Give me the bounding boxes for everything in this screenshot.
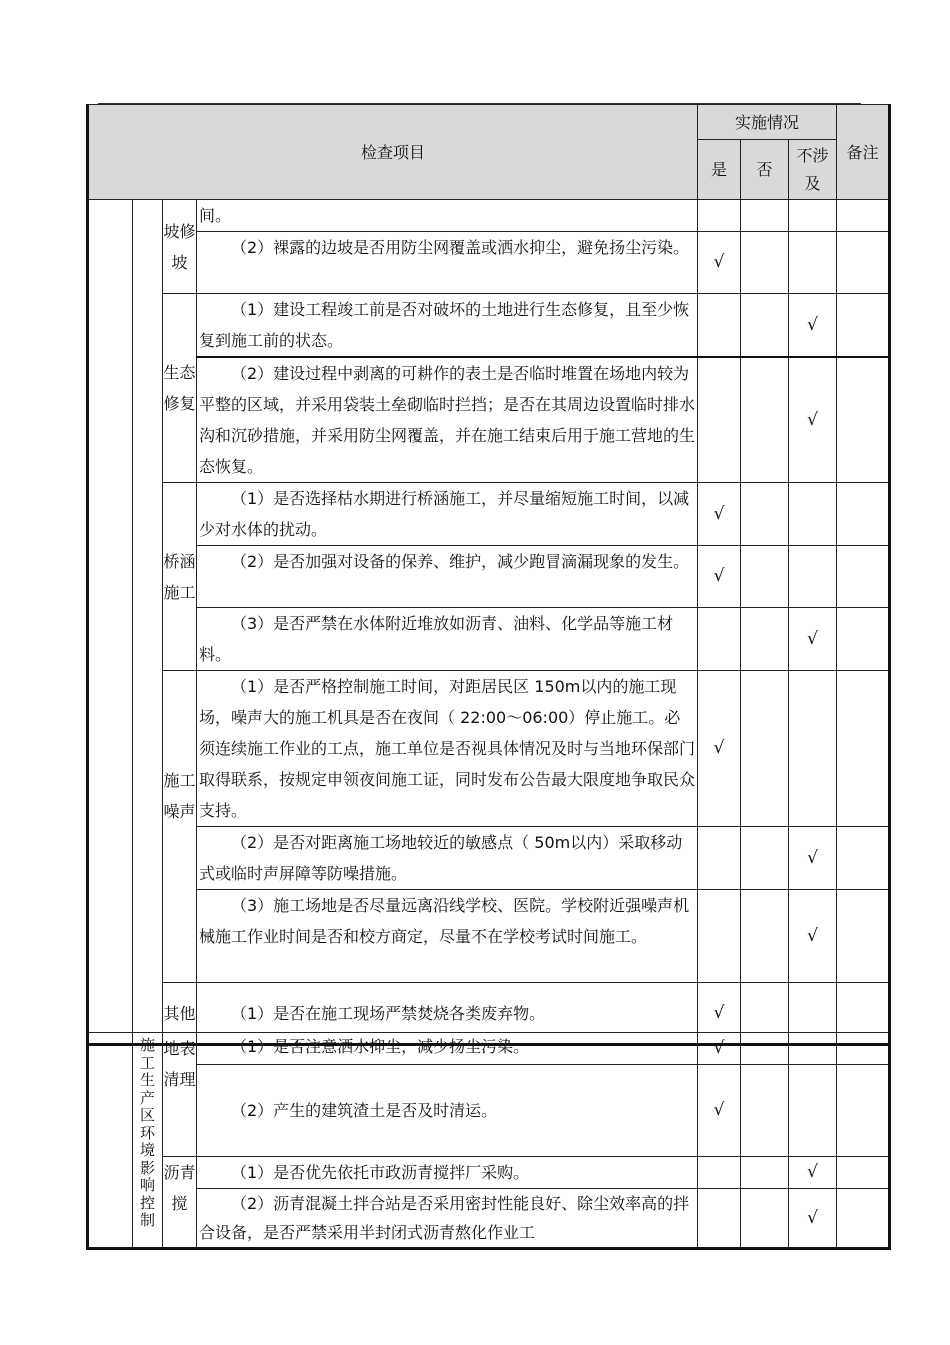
yes-mark: √ (698, 983, 741, 1045)
table-row (88, 232, 890, 294)
yes-mark: √ (698, 483, 741, 546)
inspection-table-continued (86, 1032, 891, 1250)
item-text: （1）是否选择枯水期进行桥涵施工，并尽量缩短施工时间，以减少对水体的扰动。 (197, 483, 698, 546)
yes-mark (698, 1157, 741, 1189)
na-mark: √ (789, 827, 837, 890)
group-other: 其他 (163, 983, 197, 1045)
inspection-item-header: 检查项目 (88, 105, 698, 200)
subcategory-column (133, 200, 163, 1045)
item-text: （3）施工场地是否尽量远离沿线学校、医院。学校附近强噪声机械施工作业时间是否和校方商定，尽量不在学校考试时间施工。 (197, 890, 698, 983)
na-mark (789, 200, 837, 232)
category-column (88, 1033, 133, 1249)
table-row (88, 1065, 890, 1157)
item-text: （1）是否在施工现场严禁焚烧各类废弃物。 (197, 983, 698, 1045)
yes-mark (698, 200, 741, 232)
table-row (88, 608, 890, 671)
remark-header: 备注 (837, 105, 890, 200)
item-text: （1）是否严格控制施工时间，对距居民区 150m以内的施工现场，噪声大的施工机具是否在夜间（ 22:00～06:00）停止施工。必须连续施工作业的工点，施工单位是否视具体情况及时与当地环保部门取得联系，按规定申领夜间施工证，同时发布公告最大限度地争取民众支持。 (197, 671, 698, 827)
table-row (88, 827, 890, 890)
item-text: （1）是否优先依托市政沥青搅拌厂采购。 (197, 1157, 698, 1189)
item-text: （2）产生的建筑渣土是否及时清运。 (197, 1065, 698, 1157)
na-mark: √ (789, 608, 837, 671)
yes-mark: √ (698, 671, 741, 827)
category-column (88, 200, 133, 1045)
table-row (88, 671, 890, 827)
na-mark (789, 1065, 837, 1157)
yes-header: 是 (698, 140, 741, 200)
item-text: （2）建设过程中剥离的可耕作的表土是否临时堆置在场地内较为平整的区域，并采用袋装土垒砌临时拦挡；是否在其周边设置临时排水沟和沉砂措施，并采用防尘网覆盖，并在施工结束后用于施工营地的生态恢复。 (197, 357, 698, 483)
status-header: 实施情况 (698, 105, 837, 140)
yes-mark: √ (698, 1033, 741, 1065)
item-text: （3）是否严禁在水体附近堆放如沥青、油料、化学品等施工材料。 (197, 608, 698, 671)
yes-mark: √ (698, 546, 741, 608)
table-row (88, 1157, 890, 1189)
yes-mark: √ (698, 1065, 741, 1157)
group-clear: 地表清理 (163, 1033, 197, 1157)
section-label: 施工生产区环境影响控制 (133, 1033, 163, 1249)
group-asphalt: 沥青搅 (163, 1157, 197, 1249)
no-header: 否 (741, 140, 789, 200)
item-text: （2）是否加强对设备的保养、维护，减少跑冒滴漏现象的发生。 (197, 546, 698, 608)
table-row (88, 890, 890, 983)
table-row (88, 200, 890, 232)
table-row (88, 357, 890, 483)
table-row (88, 546, 890, 608)
na-mark: √ (789, 357, 837, 483)
na-mark: √ (789, 294, 837, 358)
group-bridge: 桥涵施工 (163, 483, 197, 671)
na-header: 不涉及 (789, 140, 837, 200)
na-mark (789, 671, 837, 827)
table-row (88, 1189, 890, 1249)
item-text: （2）沥青混凝土拌合站是否采用密封性能良好、除尘效率高的拌合设备，是否严禁采用半封闭式沥青熬化作业工 (197, 1189, 698, 1249)
na-mark: √ (789, 1189, 837, 1249)
na-mark (789, 546, 837, 608)
item-text: （2）是否对距离施工场地较近的敏感点（ 50m以内）采取移动式或临时声屏障等防噪措施。 (197, 827, 698, 890)
item-text: 间。 (197, 200, 698, 232)
item-text: （1）是否注意洒水抑尘，减少扬尘污染。 (197, 1033, 698, 1065)
item-text: （1）建设工程竣工前是否对破坏的土地进行生态修复，且至少恢复到施工前的状态。 (197, 294, 698, 358)
na-mark (789, 1033, 837, 1065)
yes-mark (698, 827, 741, 890)
table-row (88, 483, 890, 546)
inspection-table (86, 104, 891, 1046)
table-row (88, 294, 890, 358)
na-mark: √ (789, 1157, 837, 1189)
table-row (88, 1033, 890, 1065)
item-text: （2）裸露的边坡是否用防尘网覆盖或洒水抑尘，避免扬尘污染。 (197, 232, 698, 294)
na-mark: √ (789, 890, 837, 983)
yes-mark (698, 357, 741, 483)
group-noise: 施工噪声 (163, 671, 197, 983)
yes-mark (698, 1189, 741, 1249)
header-row-1 (88, 105, 890, 140)
group-slope: 坡修坡 (163, 200, 197, 294)
yes-mark: √ (698, 232, 741, 294)
na-mark (789, 483, 837, 546)
na-mark (789, 232, 837, 294)
yes-mark (698, 608, 741, 671)
yes-mark (698, 294, 741, 358)
group-eco: 生态修复 (163, 294, 197, 483)
yes-mark (698, 890, 741, 983)
